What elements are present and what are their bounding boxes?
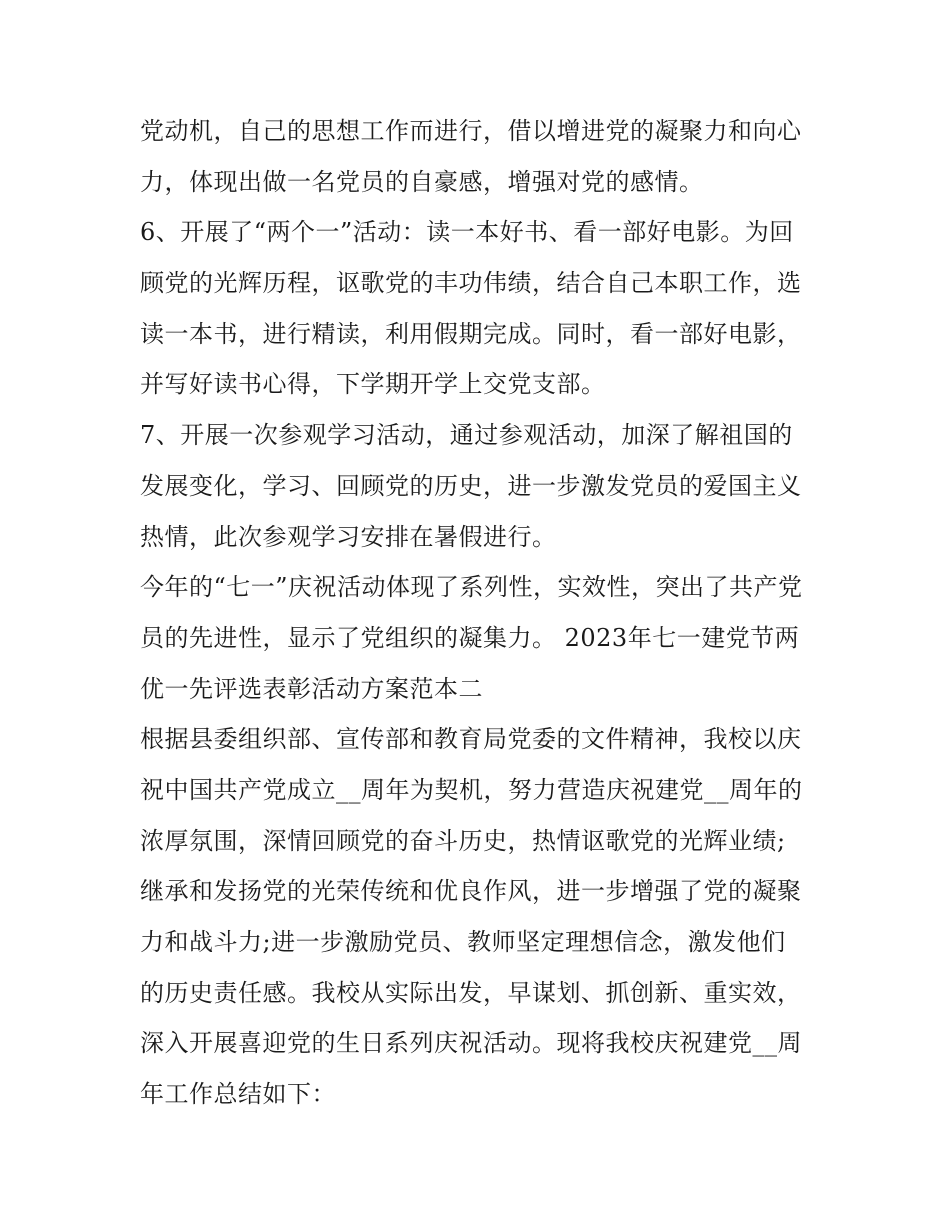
text-line: 深入开展喜迎党的生日系列庆祝活动。现将我校庆祝建党__周 [140, 1029, 802, 1058]
text-line: 顾党的光辉历程，讴歌党的丰功伟绩，结合自己本职工作，选 [140, 269, 802, 298]
section-title-line: 优一先评选表彰活动方案范本二 [140, 674, 483, 703]
text-line: 热情，此次参观学习安排在暑假进行。 [140, 522, 557, 551]
text-line: 6、开展了“两个一”活动：读一本好书、看一部好电影。为回 [140, 218, 794, 247]
text-line: 祝中国共产党成立__周年为契机，努力营造庆祝建党__周年的 [140, 775, 803, 804]
text-line: 继承和发扬党的光荣传统和优良作风，进一步增强了党的凝聚 [140, 877, 802, 906]
text-line: 力和战斗力;进一步激励党员、教师坚定理想信念，激发他们 [140, 928, 786, 956]
document-body [140, 106, 820, 1120]
text-line: 年工作总结如下： [140, 1080, 336, 1109]
text-line: 读一本书，进行精读，利用假期完成。同时，看一部好电影， [140, 319, 802, 348]
text-line: 党动机，自己的思想工作而进行，借以增进党的凝聚力和向心 [140, 117, 802, 145]
text-line: 浓厚氛围，深情回顾党的奋斗历史，热情讴歌党的光辉业绩; [140, 826, 786, 855]
text-line: 今年的“七一”庆祝活动体现了系列性，实效性，突出了共产党 [140, 573, 803, 602]
text-line: 并写好读书心得，下学期开学上交党支部。 [140, 370, 606, 399]
text-line: 7、开展一次参观学习活动，通过参观活动，加深了解祖国的 [140, 421, 793, 450]
text-line: 力，体现出做一名党员的自豪感，增强对党的感情。 [140, 167, 704, 196]
text-line: 发展变化，学习、回顾党的历史，进一步激发党员的爱国主义 [140, 471, 802, 500]
text-line: 员的先进性，显示了党组织的凝集力。 2023年七一建党节两 [140, 623, 800, 652]
text-line: 的历史责任感。我校从实际出发，早谋划、抓创新、重实效， [140, 978, 802, 1007]
text-line: 根据县委组织部、宣传部和教育局党委的文件精神，我校以庆 [140, 725, 802, 754]
